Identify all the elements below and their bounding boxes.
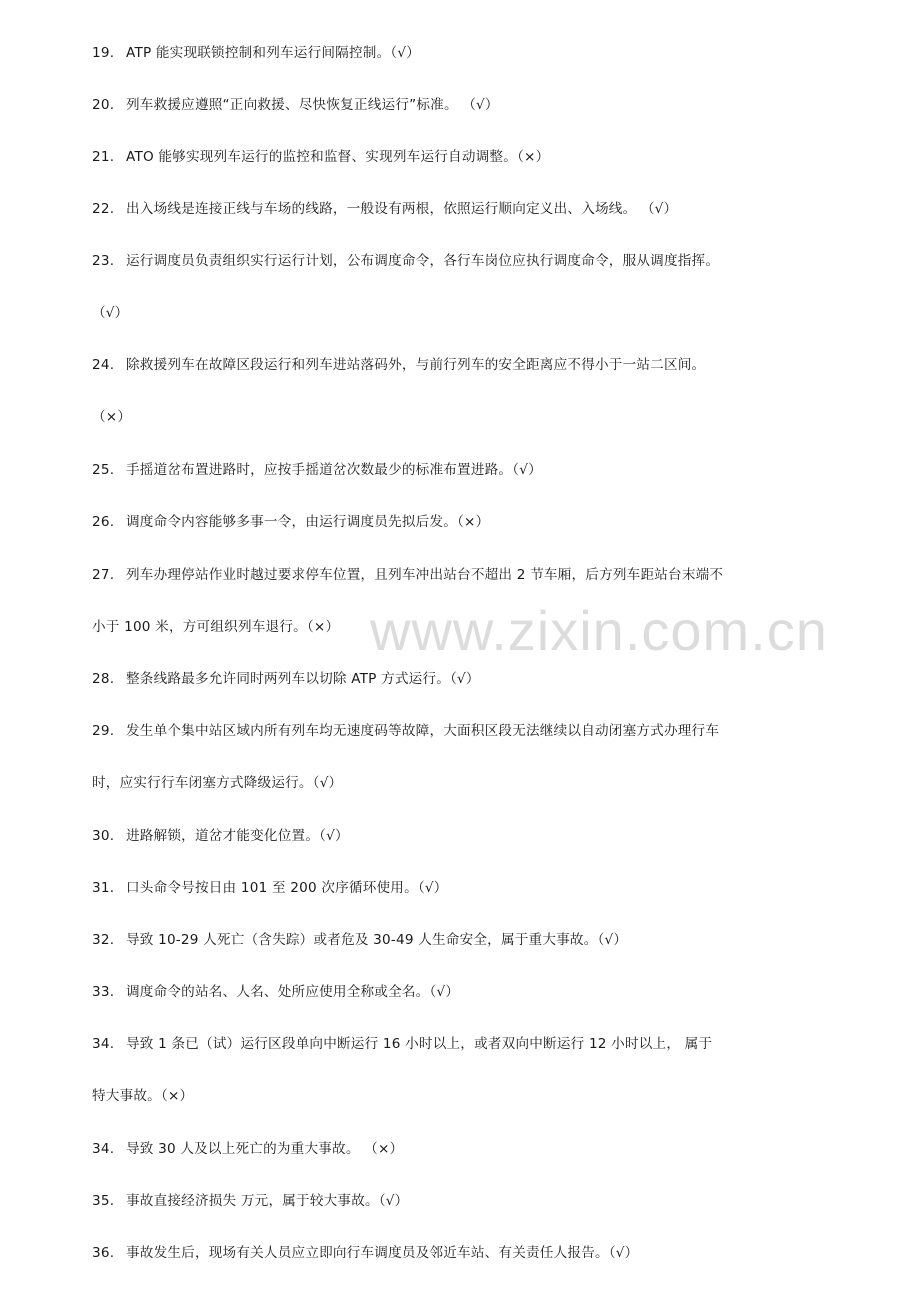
question-34a-continued: [92, 1086, 832, 1106]
question-number: 34.: [92, 1141, 115, 1157]
question-text-continued: （√）: [92, 305, 129, 321]
question-number: 35.: [92, 1193, 115, 1209]
question-number: 24.: [92, 357, 115, 373]
question-24: [92, 355, 832, 375]
question-29-continued: [92, 773, 832, 793]
question-text: 运行调度员负责组织实行运行计划，公布调度命令，各行车岗位应执行调度命令，服从调度指挥。: [126, 253, 720, 269]
watermark: www.zixin.com.cn: [370, 599, 828, 662]
question-text: 口头命令号按日由 101 至 200 次序循环使用。（√）: [126, 880, 448, 896]
question-30: [92, 826, 832, 846]
question-number: 25.: [92, 462, 115, 478]
question-24-continued: [92, 407, 832, 427]
question-34a: [92, 1034, 832, 1054]
question-27-continued: [92, 617, 832, 637]
question-text: 调度命令内容能够多事一令，由运行调度员先拟后发。（×）: [126, 514, 490, 530]
question-text: 导致 1 条已（试）运行区段单向中断运行 16 小时以上，或者双向中断运行 12 小时以上， 属于: [126, 1036, 713, 1052]
question-20: [92, 95, 832, 115]
question-19: [92, 43, 832, 63]
question-number: 31.: [92, 880, 115, 896]
question-number: 26.: [92, 514, 115, 530]
question-text: 列车办理停站作业时越过要求停车位置，且列车冲出站台不超出 2 节车厢，后方列车距站台末端不: [126, 567, 724, 583]
question-number: 30.: [92, 828, 115, 844]
question-text: 手摇道岔布置进路时，应按手摇道岔次数最少的标准布置进路。（√）: [126, 462, 542, 478]
question-text: 列车救援应遵照“正向救援、尽快恢复正线运行”标准。 （√）: [126, 97, 499, 113]
question-text: 发生单个集中站区域内所有列车均无速度码等故障，大面积区段无法继续以自动闭塞方式办理行车: [126, 723, 720, 739]
question-33: [92, 982, 832, 1002]
question-25: [92, 460, 832, 480]
question-number: 21.: [92, 149, 115, 165]
question-21: [92, 147, 832, 167]
question-text: 导致 10-29 人死亡（含失踪）或者危及 30-49 人生命安全，属于重大事故。（√）: [126, 932, 628, 948]
question-text: 除救援列车在故障区段运行和列车进站落码外，与前行列车的安全距离应不得小于一站二区间。: [126, 357, 706, 373]
question-23-continued: [92, 303, 832, 323]
question-31: [92, 878, 832, 898]
question-text: 事故发生后，现场有关人员应立即向行车调度员及邻近车站、有关责任人报告。（√）: [126, 1245, 639, 1261]
question-text: 整条线路最多允许同时两列车以切除 ATP 方式运行。（√）: [126, 671, 480, 687]
question-34b: [92, 1139, 832, 1159]
question-number: 36.: [92, 1245, 115, 1261]
question-number: 27.: [92, 567, 115, 583]
question-number: 20.: [92, 97, 115, 113]
question-number: 22.: [92, 201, 115, 217]
question-text-continued: 时，应实行行车闭塞方式降级运行。（√）: [92, 775, 343, 791]
question-26: [92, 512, 832, 532]
question-28: [92, 669, 832, 689]
question-text-continued: 特大事故。（×）: [92, 1088, 194, 1104]
question-number: 23.: [92, 253, 115, 269]
question-text: 调度命令的站名、人名、处所应使用全称或全名。（√）: [126, 984, 460, 1000]
question-number: 29.: [92, 723, 115, 739]
question-22: [92, 199, 832, 219]
question-text: ATO 能够实现列车运行的监控和监督、实现列车运行自动调整。（×）: [126, 149, 550, 165]
question-text: 事故直接经济损失 万元，属于较大事故。（√）: [126, 1193, 409, 1209]
question-text: 导致 30 人及以上死亡的为重大事故。 （×）: [126, 1141, 404, 1157]
question-number: 34.: [92, 1036, 115, 1052]
question-text: 出入场线是连接正线与车场的线路，一般设有两根，依照运行顺向定义出、入场线。 （√）: [126, 201, 678, 217]
question-number: 28.: [92, 671, 115, 687]
question-text-continued: （×）: [92, 409, 132, 425]
question-27: [92, 565, 832, 585]
question-text: ATP 能实现联锁控制和列车运行间隔控制。（√）: [126, 45, 421, 61]
question-23: [92, 251, 832, 271]
question-36: [92, 1243, 832, 1263]
question-number: 19.: [92, 45, 115, 61]
question-32: [92, 930, 832, 950]
question-text: 进路解锁，道岔才能变化位置。（√）: [126, 828, 349, 844]
question-text-continued: 小于 100 米，方可组织列车退行。（×）: [92, 619, 340, 635]
question-29: [92, 721, 832, 741]
question-number: 33.: [92, 984, 115, 1000]
question-35: [92, 1191, 832, 1211]
question-number: 32.: [92, 932, 115, 948]
